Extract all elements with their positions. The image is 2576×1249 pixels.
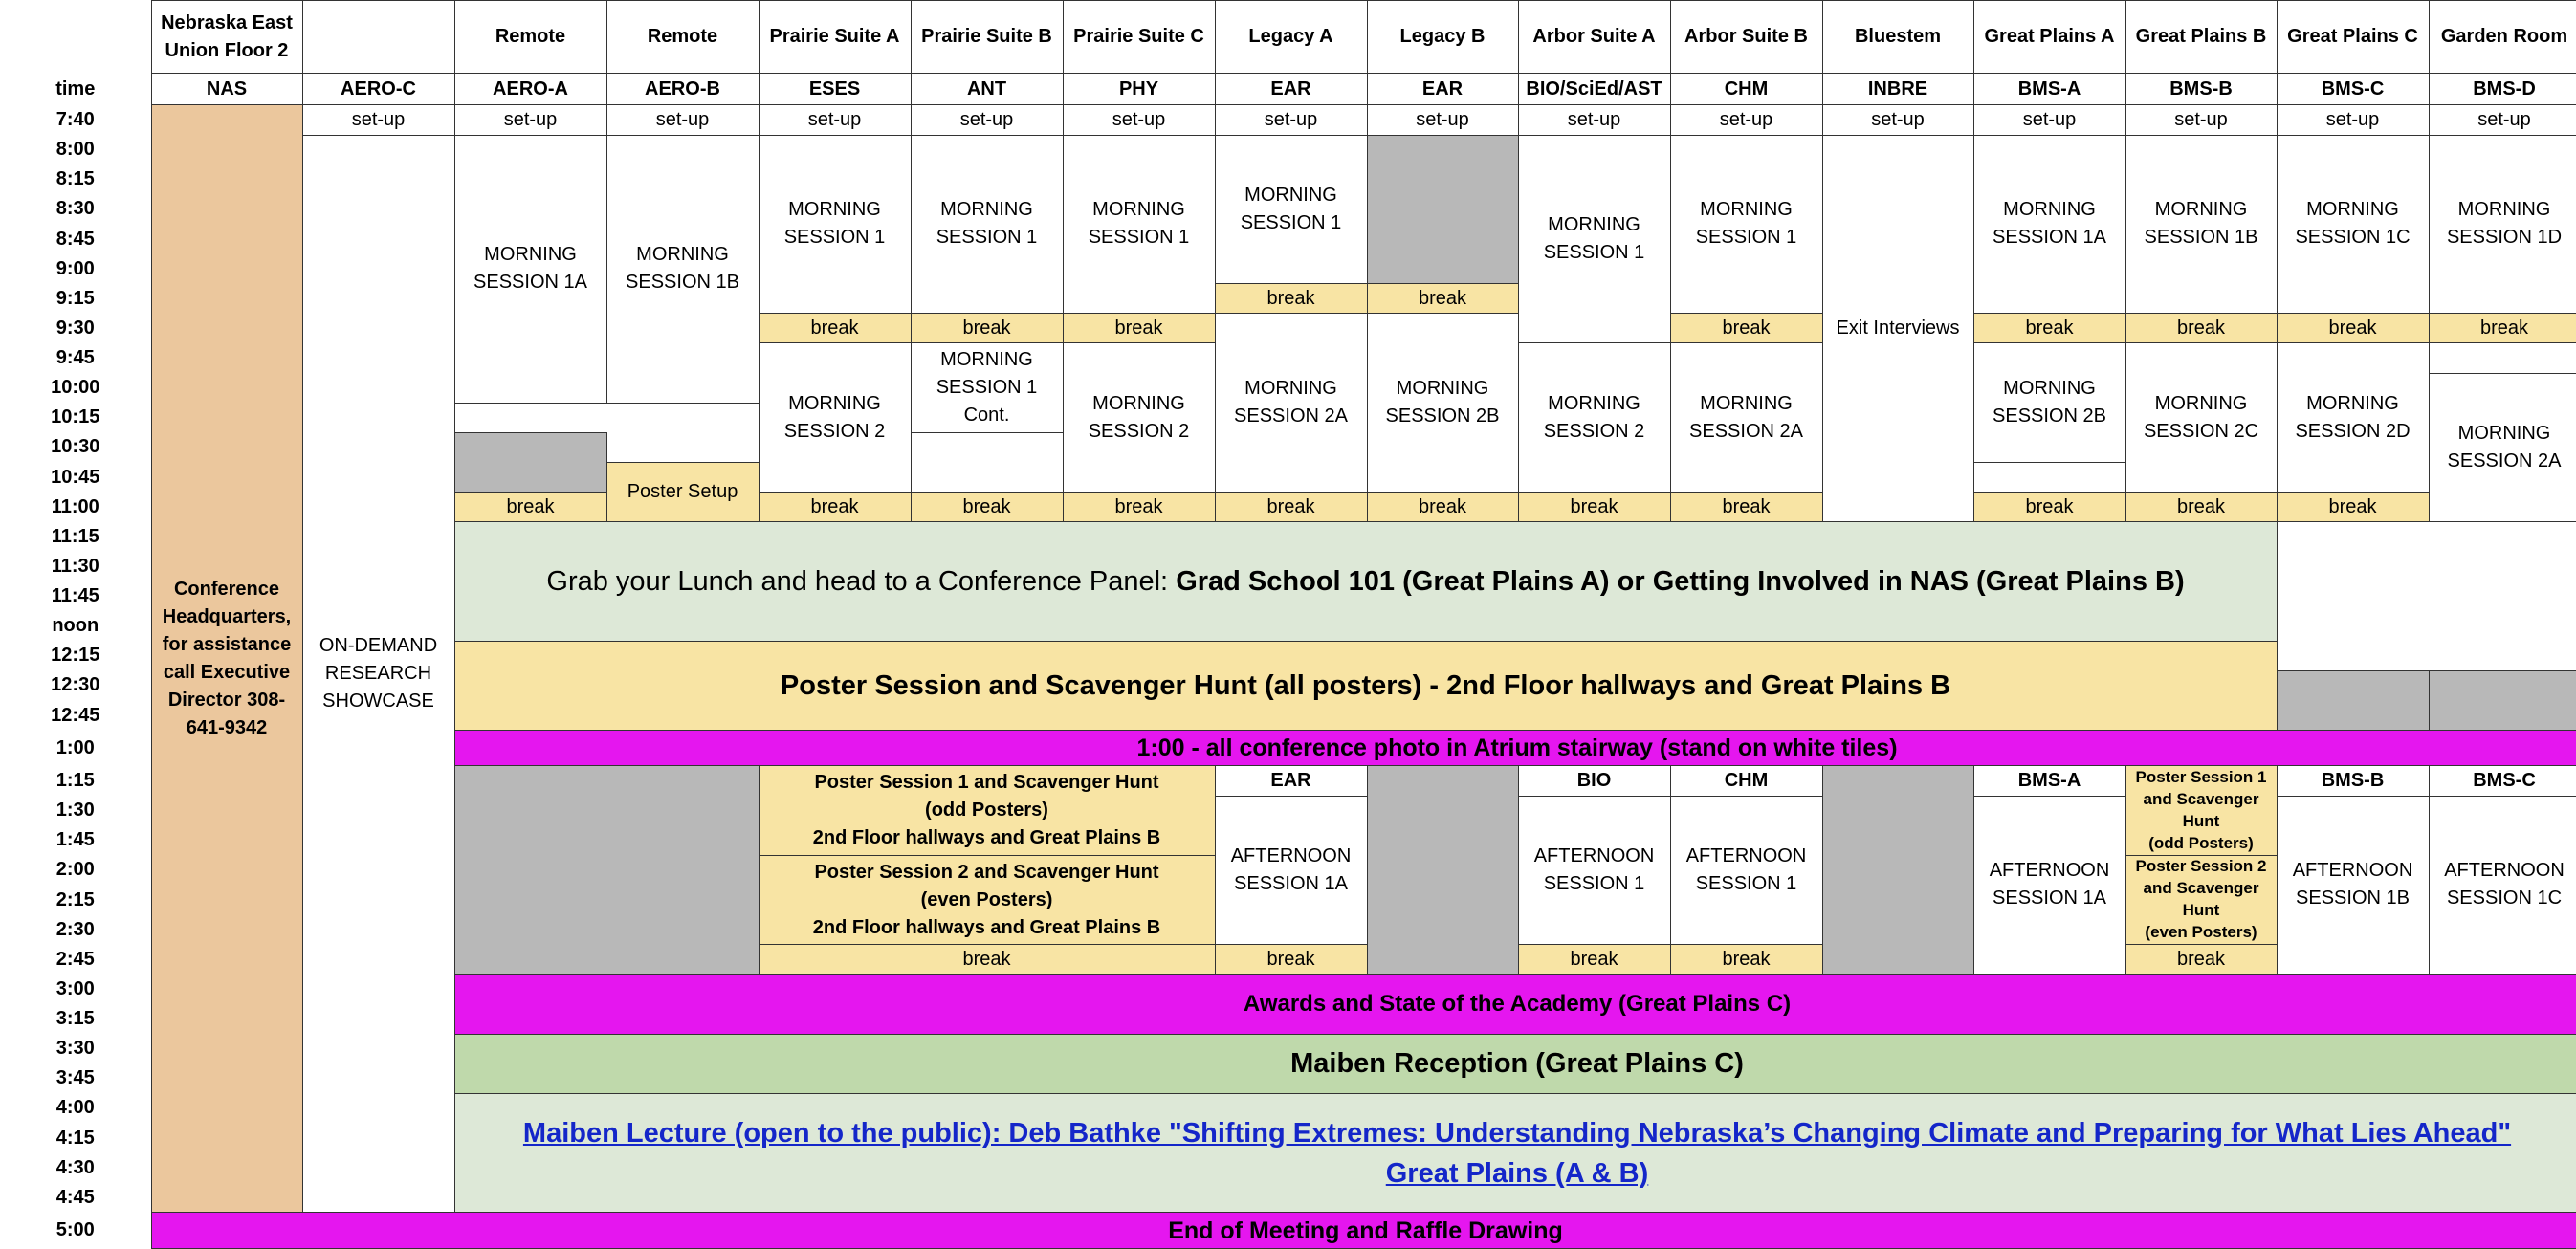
session-bms-a-1a: MORNING SESSION 1A	[1973, 135, 2125, 314]
gpb-ps1-line: (odd Posters)	[2148, 833, 2254, 852]
room-header: Great Plains A	[1973, 1, 2125, 74]
session-ear-a-2a: MORNING SESSION 2A	[1215, 314, 1367, 493]
session-bms-b-aft-1b: AFTERNOON SESSION 1B	[2277, 796, 2429, 975]
time-label: 2:15	[55, 888, 95, 910]
session-bms-c-aft-1c: AFTERNOON SESSION 1C	[2429, 796, 2576, 975]
gpb-ps2-line: (even Posters)	[2145, 922, 2257, 941]
dept-code: BIO/SciEd/AST	[1518, 74, 1670, 105]
room-header: Remote	[454, 1, 606, 74]
session-bms-b-2b: MORNING SESSION 2B	[1973, 343, 2125, 463]
corner-blank	[0, 1, 151, 74]
time-label: 2:00	[55, 859, 95, 881]
session-ear-b-2b: MORNING SESSION 2B	[1367, 314, 1518, 493]
setup-cell: set-up	[1518, 105, 1670, 135]
break-cell: break	[1670, 314, 1822, 343]
gpb-poster-session-1	[2125, 766, 2277, 855]
break-cell: break	[1367, 493, 1518, 522]
break-cell: break	[1215, 493, 1367, 522]
end-of-meeting-banner: End of Meeting and Raffle Drawing	[151, 1213, 2576, 1249]
break-cell: break	[2277, 493, 2429, 522]
setup-cell: set-up	[1063, 105, 1215, 135]
time-label: 7:40	[55, 109, 95, 130]
time-label: 10:45	[51, 466, 100, 488]
dept-code: EAR	[1367, 74, 1518, 105]
dept-code: BMS-B	[2125, 74, 2277, 105]
blocked-cell	[454, 432, 606, 492]
session-ear-a-1: MORNING SESSION 1	[1215, 135, 1367, 284]
setup-cell: set-up	[606, 105, 759, 135]
break-cell: break	[911, 314, 1063, 343]
setup-cell: set-up	[1367, 105, 1518, 135]
room-header: Prairie Suite A	[759, 1, 911, 74]
session-ant-1: MORNING SESSION 1	[911, 135, 1063, 314]
poster-session-1	[759, 766, 1215, 855]
session-aero-a-2a: MORNING SESSION 2A	[2429, 373, 2576, 522]
break-cell: break	[759, 493, 911, 522]
setup-cell: set-up	[1822, 105, 1973, 135]
setup-cell: set-up	[1215, 105, 1367, 135]
session-aero-a-1a: MORNING SESSION 1A	[454, 135, 606, 403]
room-header: Prairie Suite B	[911, 1, 1063, 74]
session-aero-b-1b: MORNING SESSION 1B	[606, 135, 759, 403]
setup-cell: set-up	[2429, 105, 2576, 135]
dept-code: AERO-A	[454, 74, 606, 105]
poster-session-2	[759, 855, 1215, 944]
time-label: 12:45	[51, 704, 100, 726]
time-label: 11:15	[51, 525, 99, 547]
session-bms-c-1c: MORNING SESSION 1C	[2277, 135, 2429, 314]
time-label: 2:30	[55, 918, 95, 940]
time-label: 4:45	[55, 1186, 95, 1208]
ps2-line: Poster Session 2 and Scavenger Hunt	[814, 861, 1159, 883]
time-label: 1:00	[55, 736, 95, 758]
time-label: 9:30	[55, 317, 95, 339]
time-label: 3:45	[55, 1067, 95, 1089]
session-bms-c-2c: MORNING SESSION 2C	[2125, 343, 2277, 493]
dept-code: NAS	[151, 74, 302, 105]
blocked-cell	[2429, 670, 2576, 730]
session-bms-b-1b: MORNING SESSION 1B	[2125, 135, 2277, 314]
break-cell: break	[454, 493, 606, 522]
conference-photo-banner: 1:00 - all conference photo in Atrium stairway (stand on white tiles)	[454, 731, 2576, 766]
time-label: 2:45	[55, 948, 95, 970]
setup-cell: set-up	[302, 105, 454, 135]
gpb-ps1-line: and Scavenger	[2143, 789, 2259, 808]
break-cell: break	[1215, 945, 1367, 975]
time-label: 4:00	[55, 1097, 95, 1119]
room-header: Garden Room	[2429, 1, 2576, 74]
room-header: Legacy B	[1367, 1, 1518, 74]
afternoon-code: BMS-B	[2277, 766, 2429, 796]
setup-cell: set-up	[2125, 105, 2277, 135]
gpb-ps1-line: Hunt	[2182, 811, 2220, 830]
time-label: 12:15	[51, 645, 100, 667]
room-header	[302, 1, 454, 74]
ps2-line: (even Posters)	[920, 888, 1053, 910]
maiben-lecture-location-link[interactable]: Great Plains (A & B)	[1385, 1157, 1649, 1189]
gpb-ps2-line: Hunt	[2182, 901, 2220, 920]
time-label: 8:15	[55, 168, 95, 190]
break-cell: break	[1518, 945, 1670, 975]
room-header: Arbor Suite A	[1518, 1, 1670, 74]
time-label: 12:30	[51, 674, 100, 696]
session-chm-aft-1: AFTERNOON SESSION 1	[1670, 796, 1822, 945]
dept-code: AERO-B	[606, 74, 759, 105]
session-bio-aft-1: AFTERNOON SESSION 1	[1518, 796, 1670, 945]
time-label: 1:45	[55, 829, 95, 851]
afternoon-code: BIO	[1518, 766, 1670, 796]
time-label: 4:30	[55, 1156, 95, 1178]
room-header: Prairie Suite C	[1063, 1, 1215, 74]
dept-code: BMS-C	[2277, 74, 2429, 105]
session-chm-2: MORNING SESSION 2	[1518, 343, 1670, 493]
break-cell: break	[1670, 493, 1822, 522]
room-header: Legacy A	[1215, 1, 1367, 74]
session-ant-1-cont: MORNING SESSION 1 Cont.	[911, 343, 1063, 432]
dept-code: CHM	[1670, 74, 1822, 105]
reception-banner: Maiben Reception (Great Plains C)	[454, 1034, 2576, 1093]
dept-code: BMS-A	[1973, 74, 2125, 105]
break-cell: break	[1215, 284, 1367, 314]
session-phy-1: MORNING SESSION 1	[1063, 135, 1215, 314]
break-cell: break	[2125, 493, 2277, 522]
time-label: 11:00	[51, 495, 99, 517]
session-bms-a-aft-1a: AFTERNOON SESSION 1A	[1973, 796, 2125, 975]
time-label: 8:45	[55, 228, 95, 250]
session-phy-2: MORNING SESSION 2	[1063, 343, 1215, 493]
setup-cell: set-up	[454, 105, 606, 135]
on-demand-showcase: ON-DEMAND RESEARCH SHOWCASE	[302, 135, 454, 1213]
break-cell: break	[2125, 945, 2277, 975]
time-label: 9:45	[55, 347, 95, 368]
time-label: 1:30	[55, 800, 95, 822]
time-label: 3:00	[55, 977, 95, 999]
setup-cell: set-up	[911, 105, 1063, 135]
blocked-cell	[454, 766, 759, 975]
session-bio-1: MORNING SESSION 1	[1518, 135, 1670, 343]
break-cell: break	[1063, 493, 1215, 522]
break-cell: break	[911, 493, 1063, 522]
ps2-line: 2nd Floor hallways and Great Plains B	[812, 916, 1161, 938]
time-label: 9:00	[55, 257, 95, 279]
dept-code: PHY	[1063, 74, 1215, 105]
poster-session-banner: Poster Session and Scavenger Hunt (all posters) - 2nd Floor hallways and Great Plains B	[454, 641, 2277, 730]
gpb-ps2-line: Poster Session 2	[2135, 857, 2267, 876]
time-column-header: time	[55, 77, 96, 99]
blocked-cell	[2277, 670, 2429, 730]
break-cell: break	[1670, 945, 1822, 975]
time-label: 11:45	[51, 585, 99, 606]
session-ear-aft-1a: AFTERNOON SESSION 1A	[1215, 796, 1367, 945]
dept-code: AERO-C	[302, 74, 454, 105]
gpb-ps2-line: and Scavenger	[2143, 879, 2259, 898]
gpb-ps1-line: Poster Session 1	[2135, 767, 2267, 786]
room-header: Nebraska East Union Floor 2	[151, 1, 302, 74]
gpb-poster-session-2	[2125, 855, 2277, 944]
blocked-cell	[1367, 135, 1518, 284]
break-cell: break	[759, 314, 911, 343]
session-eses-2: MORNING SESSION 2	[759, 343, 911, 493]
time-label: 3:30	[55, 1038, 95, 1060]
afternoon-code: EAR	[1215, 766, 1367, 796]
afternoon-code: BMS-C	[2429, 766, 2576, 796]
setup-cell: set-up	[1973, 105, 2125, 135]
break-cell: break	[759, 945, 1215, 975]
break-cell: break	[2277, 314, 2429, 343]
time-label: 8:00	[55, 139, 95, 161]
poster-setup: Poster Setup	[606, 462, 759, 521]
room-header: Great Plains C	[2277, 1, 2429, 74]
time-label: 9:15	[55, 287, 95, 309]
time-label: 10:30	[51, 436, 100, 458]
blocked-cell	[1822, 766, 1973, 975]
lunch-prefix: Grab your Lunch and head to a Conference Panel:	[546, 565, 1177, 597]
exit-interviews: Exit Interviews	[1822, 135, 1973, 522]
room-header: Remote	[606, 1, 759, 74]
room-header: Great Plains B	[2125, 1, 2277, 74]
conference-headquarters: Conference Headquarters, for assistance call Executive Director 308-641-9342	[151, 105, 302, 1213]
session-bms-d-2d: MORNING SESSION 2D	[2277, 343, 2429, 493]
session-eses-1: MORNING SESSION 1	[759, 135, 911, 314]
dept-code: BMS-D	[2429, 74, 2576, 105]
time-label: 8:30	[55, 198, 95, 220]
time-label: 5:00	[55, 1219, 95, 1241]
time-label: 10:00	[51, 377, 100, 399]
break-cell: break	[1518, 493, 1670, 522]
dept-code: ESES	[759, 74, 911, 105]
setup-cell: set-up	[2277, 105, 2429, 135]
afternoon-code: CHM	[1670, 766, 1822, 796]
session-bms-a-2a: MORNING SESSION 2A	[1670, 343, 1822, 493]
dept-code: INBRE	[1822, 74, 1973, 105]
break-cell: break	[1973, 314, 2125, 343]
session-bms-d-1d: MORNING SESSION 1D	[2429, 135, 2576, 314]
session-chm-1: MORNING SESSION 1	[1670, 135, 1822, 314]
break-cell: break	[2429, 314, 2576, 343]
blocked-cell	[1367, 766, 1518, 975]
ps1-line: 2nd Floor hallways and Great Plains B	[812, 827, 1161, 849]
ps1-line: (odd Posters)	[925, 800, 1048, 822]
setup-cell: set-up	[759, 105, 911, 135]
lunch-panel-banner	[454, 522, 2277, 642]
maiben-lecture-banner	[454, 1093, 2576, 1213]
awards-banner: Awards and State of the Academy (Great Plains C)	[454, 975, 2576, 1034]
time-label: 11:30	[51, 555, 99, 577]
time-label: 3:15	[55, 1008, 95, 1030]
maiben-lecture-link[interactable]: Maiben Lecture (open to the public): Deb Bathke "Shifting Extremes: Understanding Nebraska’s Changing Climate and Preparing for What Lies Ahead"	[522, 1117, 2512, 1149]
room-header: Arbor Suite B	[1670, 1, 1822, 74]
time-label: noon	[52, 615, 99, 637]
break-cell: break	[2125, 314, 2277, 343]
break-cell: break	[1063, 314, 1215, 343]
time-label: 4:15	[55, 1127, 95, 1149]
room-header: Bluestem	[1822, 1, 1973, 74]
break-cell: break	[1973, 493, 2125, 522]
afternoon-code: BMS-A	[1973, 766, 2125, 796]
dept-code: EAR	[1215, 74, 1367, 105]
lunch-panels: Grad School 101 (Great Plains A) or Getting Involved in NAS (Great Plains B)	[1176, 565, 2185, 597]
dept-code: ANT	[911, 74, 1063, 105]
time-label: 10:15	[51, 406, 100, 428]
ps1-line: Poster Session 1 and Scavenger Hunt	[814, 772, 1159, 794]
setup-cell: set-up	[1670, 105, 1822, 135]
break-cell: break	[1367, 284, 1518, 314]
time-label: 1:15	[55, 770, 95, 792]
